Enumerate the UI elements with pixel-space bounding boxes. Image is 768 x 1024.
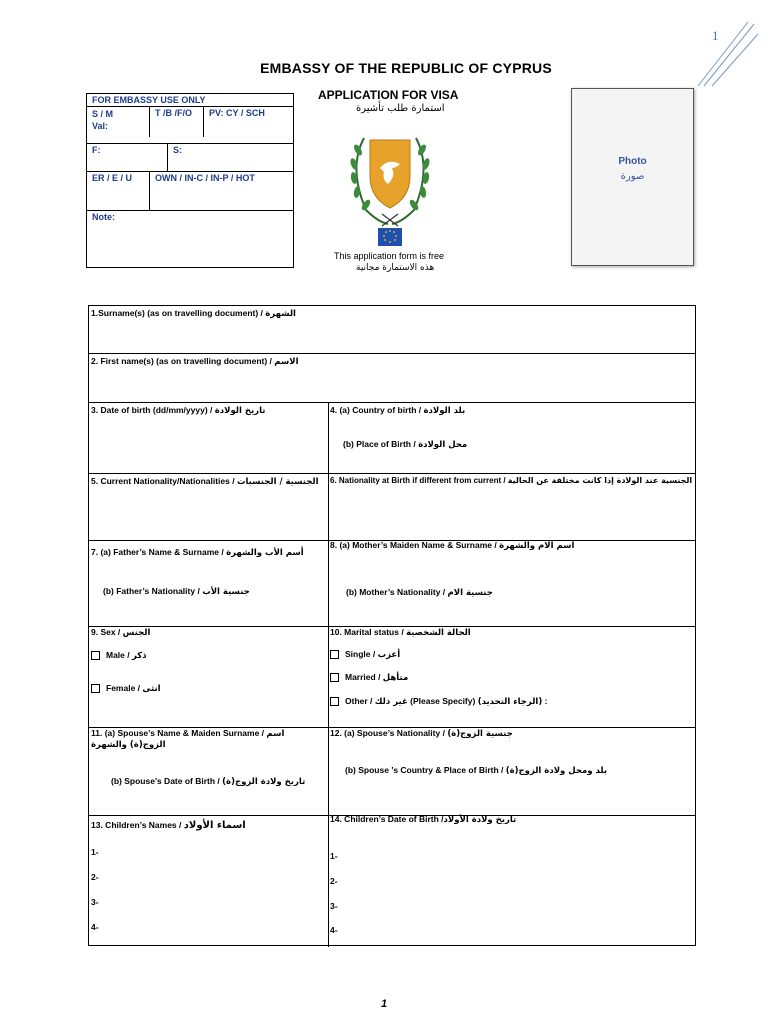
page-title: EMBASSY OF THE REPUBLIC OF CYPRUS [260, 60, 552, 76]
corner-decoration-lines [690, 20, 760, 90]
field-father-nationality-label: (b) Father’s Nationality / جنسية الأب [103, 586, 250, 597]
field-place-of-birth-label: (b) Place of Birth / محل الولادة [343, 439, 468, 450]
field-date-of-birth-label: 3. Date of birth (dd/mm/yyyy) / تاريخ الولادة [91, 405, 266, 416]
row-divider [89, 402, 695, 403]
column-divider [328, 402, 329, 947]
children-dob-1: 1- [330, 851, 338, 861]
embassy-heading-row [87, 94, 293, 107]
children-name-2: 2- [91, 872, 99, 882]
embassy-val: Val: [92, 121, 109, 131]
field-first-name-label: 2. First name(s) (as on travelling document) / الاسم [91, 356, 299, 367]
embassy-f: F: [92, 145, 101, 155]
embassy-s: S: [167, 144, 293, 171]
field-spouse-place-of-birth-label: (b) Spouse ’s Country & Place of Birth / (ة)بلد ومحل ولادة الزوج [345, 765, 608, 776]
marital-option-married[interactable]: Married / متأهل [330, 672, 408, 683]
field-country-of-birth-label: 4. (a) Country of birth / بلد الولادة [330, 405, 466, 416]
cyprus-coat-of-arms-icon [344, 128, 436, 248]
row-divider [89, 353, 695, 354]
embassy-eru: ER / E / U [92, 173, 133, 183]
female-checkbox[interactable] [91, 684, 100, 693]
married-checkbox[interactable] [330, 673, 339, 682]
field-surname-label: 1.Surname(s) (as on travelling document) / الشهرة [91, 308, 296, 319]
embassy-row-2 [87, 143, 293, 172]
photo-label-arabic: صورة [620, 171, 645, 182]
field-children-names-label: 13. Children’s Names / اسماء الأولاد [91, 820, 246, 831]
visa-application-form [88, 305, 696, 946]
embassy-row-3 [87, 172, 293, 211]
field-spouse-name-label: 11. (a) Spouse’s Name & Maiden Surname / اسم [91, 728, 285, 739]
photo-label: Photo [618, 156, 647, 167]
field-nationality-at-birth-label: 6. Nationality at Birth if different from current / الجنسية عند الولادة إذا كانت مختلفة عن الحالية [330, 476, 693, 485]
sex-option-male[interactable]: Male / ذكر [91, 650, 147, 661]
other-checkbox[interactable] [330, 697, 339, 706]
embassy-row-1 [87, 107, 293, 137]
row-divider [89, 473, 695, 474]
male-checkbox[interactable] [91, 651, 100, 660]
children-name-1: 1- [91, 847, 99, 857]
page-number-top: 1 [712, 28, 719, 43]
embassy-pv: PV: CY / SCH [203, 107, 293, 137]
free-form-notice: This application form is free [334, 251, 445, 261]
embassy-heading: FOR EMBASSY USE ONLY [92, 95, 206, 105]
application-title: APPLICATION FOR VISA [318, 88, 459, 102]
field-mother-name-label: 8. (a) Mother’s Maiden Name & Surname / اسم الام والشهرة [330, 540, 575, 551]
single-checkbox[interactable] [330, 650, 339, 659]
field-mother-nationality-label: (b) Mother’s Nationality / جنسية الام [346, 587, 493, 598]
embassy-own: OWN / IN-C / IN-P / HOT [149, 172, 293, 210]
field-marital-status-label: 10. Marital status / الحالة الشخصية [330, 627, 471, 638]
children-name-3: 3- [91, 897, 99, 907]
application-title-arabic: استمارة طلب تأشيرة [356, 103, 445, 114]
field-spouse-name-label-arabic: الزوج(ة) والشهرة [91, 740, 166, 750]
sex-option-female[interactable]: Female / انثى [91, 683, 161, 694]
embassy-sm: S / M [92, 109, 114, 119]
field-spouse-nationality-label: 12. (a) Spouse’s Nationality / (ة)جنسية الزوج [330, 728, 513, 739]
marital-option-single[interactable]: Single / أعزب [330, 649, 400, 660]
field-current-nationality-label: 5. Current Nationality/Nationalities / الجنسية / الجنسيات [91, 476, 319, 487]
embassy-use-box [86, 93, 294, 268]
children-name-4: 4- [91, 922, 99, 932]
children-dob-4: 4- [330, 925, 338, 935]
field-father-name-label: 7. (a) Father’s Name & Surname / أسم الأب والشهرة [91, 547, 304, 558]
embassy-note: Note: [92, 212, 115, 222]
children-dob-3: 3- [330, 901, 338, 911]
field-sex-label: 9. Sex / الجنس [91, 627, 151, 638]
embassy-tbfo: T /B /F/O [149, 107, 203, 137]
photo-box [571, 88, 694, 266]
marital-option-other[interactable]: Other / غير ذلك (Please Specify) (الرجاء التحديد) : [330, 696, 547, 707]
free-form-notice-arabic: هذه الاستمارة مجانية [356, 263, 435, 273]
children-dob-2: 2- [330, 876, 338, 886]
page-number-bottom: 1 [380, 998, 388, 1010]
field-spouse-date-of-birth-label: (b) Spouse’s Date of Birth / (ة)تاريخ ولادة الزوج [111, 776, 306, 787]
embassy-sm-cell [87, 107, 149, 137]
field-children-date-of-birth-label: 14. Children’s Date of Birth /تاريخ ولادة الأولاد [330, 814, 517, 825]
